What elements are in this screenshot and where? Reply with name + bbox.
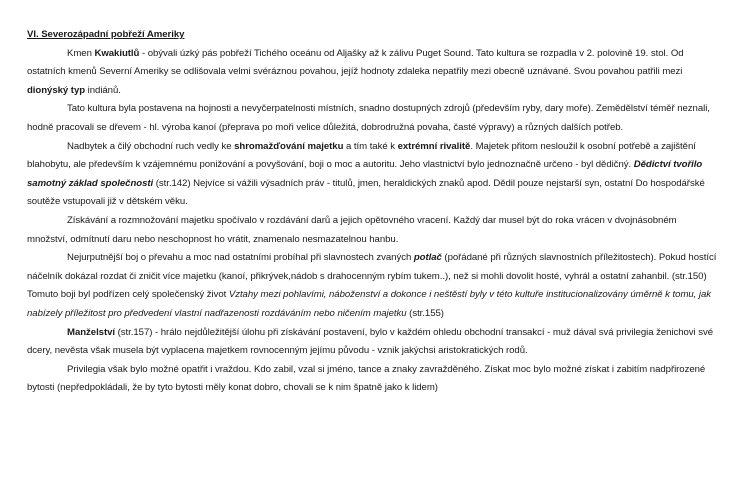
text-run: - obývali úzký pás pobřeží Tichého oceánu od Aljašky až k zálivu Puget Sound. Tato kultura se rozpadla v 2. polovině 19. stol. Od ostatních kmenů Severní Ameriky se odlišovala velmi svéráznou povahou, jejíž hodnoty zdaleka nepatřily mezi obecně uznávané. Svou povahou patřili mezi — [27, 47, 684, 78]
text-run: (str.157) - hrálo nejdůležitější úlohu při získávání postavení, bylo v každém ohledu obchodní transakcí - muž dával svá privilegia ženichovi své dcery, nevěsta však musela být vyplacena majetkem rovnocenným jejímu původu - vznik jakýchsi aristokratických rodů. — [27, 326, 714, 357]
text-run: (pořádané při různých slavnostních příležitostech). Pokud hostící náčelník dokázal rozdat či zničit více majetku (kanoí, přikrývek,nádob s drahocenným rybím tukem..), než si mohli dovolit hosté, vyhrál a ostatní zahanbil. (str.150) Tomuto boji byl podřízen celý společenský život — [27, 252, 717, 301]
section-heading: VI. Severozápadní pobřeží Ameriky — [27, 29, 185, 40]
paragraph-marriage — [27, 324, 717, 361]
bold-term: dionýský typ — [27, 84, 86, 96]
text-run: Získávání a rozmnožování majetku spočívalo v rozdávání darů a jejich opětovného vracení. Každý dar musel být do roka vrácen v dvojnásobném množství, odmítnutí daru nebo neschopnost ho vrátit, znamenalo nesmazatelnou hanbu. — [27, 214, 677, 245]
paragraph-gifts — [27, 212, 717, 249]
text-run: a tím také k — [343, 140, 398, 152]
text-run: Nejurputnější boj o převahu a moc nad ostatními probíhal při slavnostech zvaných — [67, 252, 414, 264]
text-run: Tato kultura byla postavena na hojnosti a nevyčerpatelnosti místních, snadno dostupných zdrojů (především ryby, dary moře). Zemědělství téměř neznali, hodně pracovali se dřevem - hl. výroba kanoí (přeprava po moři velice důležitá, dobrodružná povaha, časté výpravy) a různých dalších potřeb. — [27, 103, 710, 133]
paragraph-kwakiutl — [27, 45, 717, 101]
text-run: Nadbytek a čilý obchodní ruch vedly ke — [67, 140, 235, 152]
document-body — [27, 26, 717, 398]
text-run: . Majetek přitom nesloužil k osobní potřebě a zajištění blahobytu, ale především k vzájemnému ponižování a povyšování, boji o moc a autoritu. Jeho vlastnictví bylo jednoznačně určeno - byl dědičný. — [27, 140, 696, 171]
text-run: Kmen — [67, 47, 95, 59]
paragraph-trade — [27, 138, 717, 212]
text-run: indiánů. — [85, 84, 121, 96]
bold-italic-term: potlač — [413, 252, 442, 264]
bold-term: extrémní rivalitě — [397, 140, 471, 152]
paragraph-potlatch — [27, 249, 717, 323]
paragraph-culture-base — [27, 100, 717, 137]
text-run: (str.155) — [406, 307, 444, 319]
paragraph-privileges — [27, 361, 717, 398]
text-run: Privilegia však bylo možné opatřit i vraždou. Kdo zabil, vzal si jméno, tance a znaky zavražděného. Získat moc bylo možné získat i zabitím nadpřirozené bytosti (nepředpokládali, že by tyto bytosti měly konat dobro, chovali se k nim špatně jako k lidem) — [27, 363, 706, 394]
bold-italic-quote: Dědictví tvořilo samotný základ společnosti — [27, 159, 703, 189]
bold-term: shromažďování majetku — [234, 140, 344, 152]
bold-term: Manželství — [67, 326, 116, 338]
text-run: (str.142) Nejvíce si vážili výsadních práv - titulů, jmen, heraldických znaků apod. Dědil pouze nejstarší syn, ostatní Do hospodářské soutěže vstupovali již v dětském věku. — [27, 177, 705, 208]
bold-term: Kwakiutlů — [94, 47, 140, 59]
italic-quote: Vztahy mezi pohlavími, náboženství a dokonce i neštěstí byly v této kultuře institucionalizovány úměrně k tomu, jak nabízely příležitost pro předvedení vlastní nadřazenosti rozdáváním nebo ničením majetku — [27, 289, 712, 319]
